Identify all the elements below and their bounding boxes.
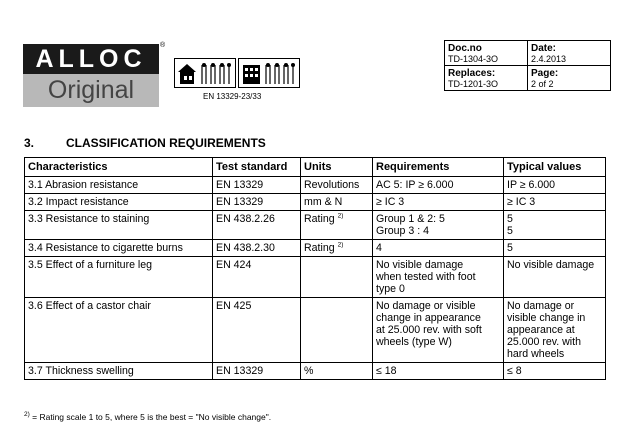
doc-no-cell bbox=[445, 41, 528, 66]
column-header: Units bbox=[301, 158, 373, 177]
test-standard-text: EN 438.2.30 bbox=[216, 242, 275, 254]
date-value: 2.4.2013 bbox=[531, 54, 567, 64]
typical-value-line: 5 bbox=[507, 242, 513, 254]
column-header: Typical values bbox=[504, 158, 606, 177]
classification-table bbox=[24, 157, 606, 380]
units-text: Rating bbox=[304, 242, 335, 254]
requirements-line: change in appearance bbox=[376, 312, 481, 324]
characteristic-cell bbox=[25, 363, 213, 380]
typical-value-line: ≤ 8 bbox=[507, 365, 522, 377]
section-number: 3. bbox=[24, 136, 35, 150]
test-standard-cell bbox=[213, 194, 301, 211]
requirements-cell bbox=[373, 257, 504, 298]
characteristic-cell bbox=[25, 298, 213, 363]
characteristic-text: 3.5 Effect of a furniture leg bbox=[28, 259, 153, 271]
characteristic-text: 3.6 Effect of a castor chair bbox=[28, 300, 151, 312]
units-text: Rating bbox=[304, 213, 335, 225]
requirements-line: type 0 bbox=[376, 283, 405, 295]
typical-value-line: No visible damage bbox=[507, 259, 595, 271]
typical-values-cell bbox=[504, 177, 606, 194]
units-cell bbox=[301, 363, 373, 380]
requirements-line: Group 1 & 2: 5 bbox=[376, 213, 445, 225]
date-label: Date: bbox=[531, 43, 557, 54]
characteristic-cell bbox=[25, 177, 213, 194]
typical-values-cell bbox=[504, 240, 606, 257]
footnote bbox=[24, 412, 271, 422]
typical-values-cell bbox=[504, 211, 606, 240]
units-cell bbox=[301, 298, 373, 363]
typical-value-line: hard wheels bbox=[507, 348, 565, 360]
units-text: mm & N bbox=[304, 196, 343, 208]
test-standard-text: EN 13329 bbox=[216, 196, 264, 208]
requirements-line: No damage or visible bbox=[376, 300, 476, 312]
test-standard-text: EN 13329 bbox=[216, 365, 264, 377]
logo-subtitle: Original bbox=[23, 74, 159, 107]
requirements-line: wheels (type W) bbox=[376, 336, 452, 348]
characteristic-cell bbox=[25, 240, 213, 257]
replaces-label: Replaces: bbox=[448, 68, 496, 79]
column-header: Requirements bbox=[373, 158, 504, 177]
footnote-reference: 2) bbox=[337, 241, 344, 249]
table-row bbox=[25, 363, 606, 380]
test-standard-cell bbox=[213, 177, 301, 194]
replaces-value: TD-1201-3O bbox=[448, 79, 499, 89]
test-standard-cell bbox=[213, 363, 301, 380]
typical-value-line: IP ≥ 6.000 bbox=[507, 179, 556, 191]
requirements-line: at 25.000 rev. with soft bbox=[376, 324, 482, 336]
test-standard-text: EN 424 bbox=[216, 259, 252, 271]
footnote-mark: 2) bbox=[24, 411, 30, 419]
document-info-table bbox=[444, 40, 611, 91]
requirements-cell bbox=[373, 363, 504, 380]
characteristic-text: 3.2 Impact resistance bbox=[28, 196, 129, 208]
standard-label: EN 13329-23/33 bbox=[203, 92, 262, 101]
requirements-line: No visible damage bbox=[376, 259, 464, 271]
requirements-line: when tested with foot bbox=[376, 271, 476, 283]
logo-wordmark: ALLOC bbox=[23, 44, 159, 74]
units-cell bbox=[301, 194, 373, 211]
characteristic-text: 3.3 Resistance to staining bbox=[28, 213, 150, 225]
doc-no-value: TD-1304-3O bbox=[448, 54, 499, 64]
date-cell bbox=[528, 41, 611, 66]
table-row bbox=[25, 211, 606, 240]
page-label: Page: bbox=[531, 68, 559, 79]
table-row bbox=[25, 298, 606, 363]
requirements-cell bbox=[373, 194, 504, 211]
test-standard-cell bbox=[213, 211, 301, 240]
table-header-row bbox=[25, 158, 606, 177]
units-text: % bbox=[304, 365, 314, 377]
column-header: Characteristics bbox=[25, 158, 213, 177]
units-text: Revolutions bbox=[304, 179, 360, 191]
page-value: 2 of 2 bbox=[531, 79, 554, 89]
requirements-cell bbox=[373, 177, 504, 194]
registered-mark: ® bbox=[160, 42, 166, 49]
section-heading bbox=[24, 136, 266, 150]
units-cell bbox=[301, 211, 373, 240]
typical-value-line: 5 bbox=[507, 225, 513, 237]
table-row bbox=[25, 240, 606, 257]
typical-values-cell bbox=[504, 363, 606, 380]
residential-use-icon bbox=[174, 58, 236, 88]
column-header: Test standard bbox=[213, 158, 301, 177]
typical-value-line: appearance at bbox=[507, 324, 575, 336]
characteristic-cell bbox=[25, 211, 213, 240]
typical-value-line: No damage or bbox=[507, 300, 575, 312]
units-cell bbox=[301, 240, 373, 257]
footnote-reference: 2) bbox=[337, 212, 344, 220]
page-cell bbox=[528, 66, 611, 91]
requirements-line: ≤ 18 bbox=[376, 365, 397, 377]
requirements-cell bbox=[373, 211, 504, 240]
section-title: CLASSIFICATION REQUIREMENTS bbox=[66, 136, 266, 150]
test-standard-text: EN 425 bbox=[216, 300, 252, 312]
requirements-cell bbox=[373, 240, 504, 257]
typical-value-line: ≥ IC 3 bbox=[507, 196, 536, 208]
commercial-use-icon bbox=[238, 58, 300, 88]
replaces-cell bbox=[445, 66, 528, 91]
requirements-cell bbox=[373, 298, 504, 363]
test-standard-text: EN 13329 bbox=[216, 179, 264, 191]
requirements-line: ≥ IC 3 bbox=[376, 196, 405, 208]
typical-value-line: 5 bbox=[507, 213, 513, 225]
table-row bbox=[25, 194, 606, 211]
typical-value-line: 25.000 rev. with bbox=[507, 336, 582, 348]
requirements-line: Group 3 : 4 bbox=[376, 225, 429, 237]
test-standard-text: EN 438.2.26 bbox=[216, 213, 275, 225]
table-row bbox=[25, 177, 606, 194]
units-cell bbox=[301, 257, 373, 298]
characteristic-cell bbox=[25, 257, 213, 298]
table-row bbox=[25, 257, 606, 298]
typical-values-cell bbox=[504, 298, 606, 363]
typical-values-cell bbox=[504, 257, 606, 298]
test-standard-cell bbox=[213, 257, 301, 298]
units-cell bbox=[301, 177, 373, 194]
requirements-line: 4 bbox=[376, 242, 382, 254]
doc-no-label: Doc.no bbox=[448, 43, 482, 54]
characteristic-text: 3.4 Resistance to cigarette burns bbox=[28, 242, 183, 254]
characteristic-text: 3.1 Abrasion resistance bbox=[28, 179, 139, 191]
typical-values-cell bbox=[504, 194, 606, 211]
characteristic-text: 3.7 Thickness swelling bbox=[28, 365, 134, 377]
requirements-line: AC 5: IP ≥ 6.000 bbox=[376, 179, 454, 191]
characteristic-cell bbox=[25, 194, 213, 211]
footnote-text: = Rating scale 1 to 5, where 5 is the best = "No visible change". bbox=[29, 412, 272, 422]
test-standard-cell bbox=[213, 298, 301, 363]
typical-value-line: visible change in bbox=[507, 312, 586, 324]
test-standard-cell bbox=[213, 240, 301, 257]
